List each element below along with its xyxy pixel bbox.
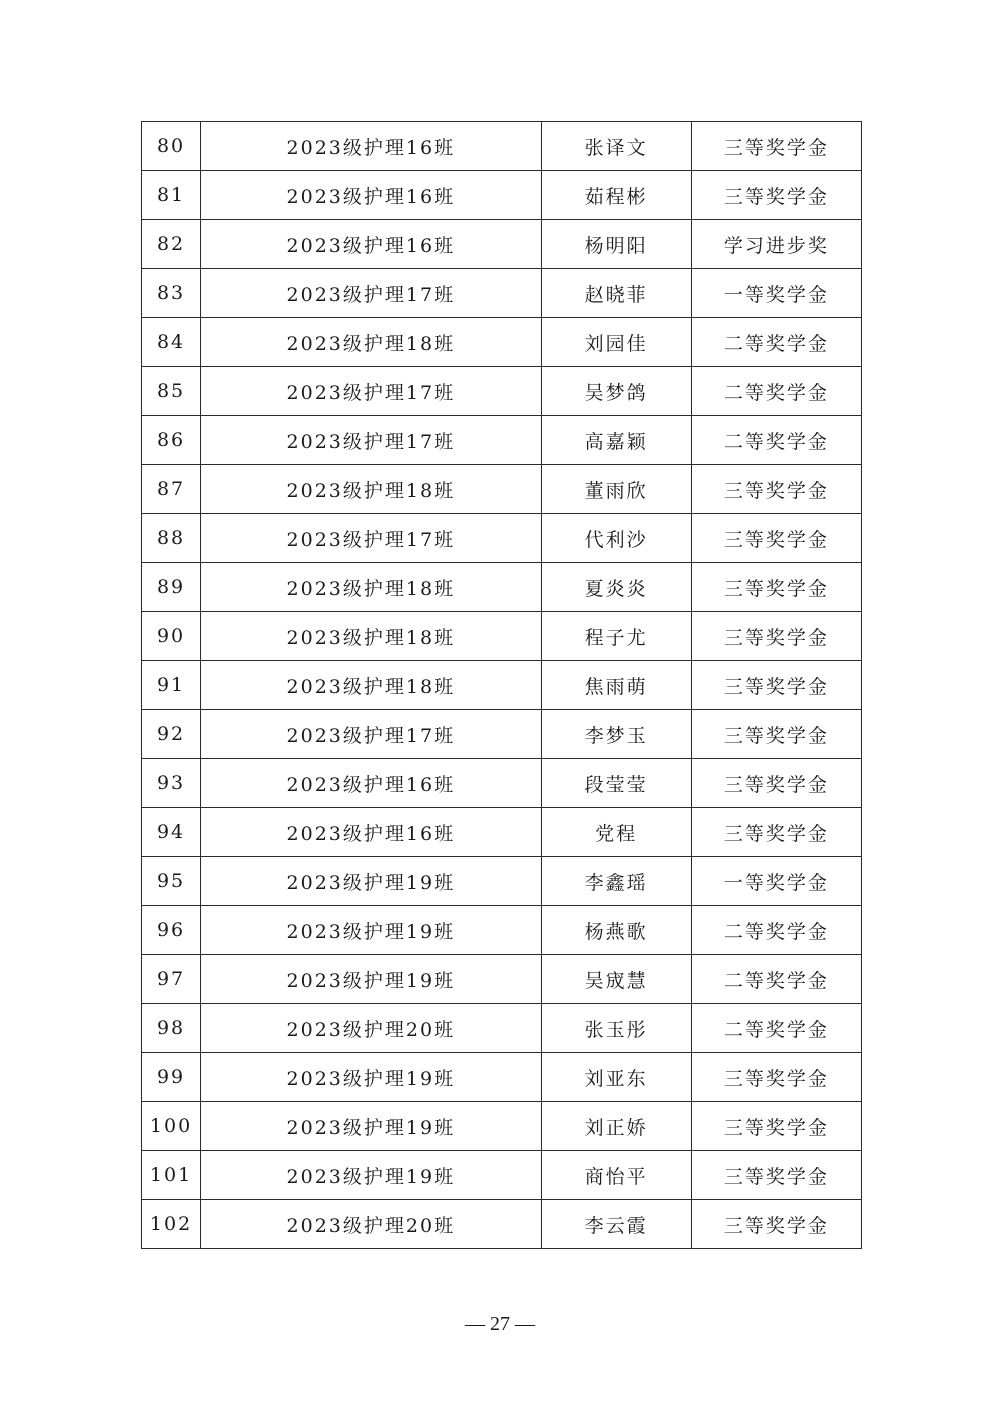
table-row <box>142 1200 862 1249</box>
award-cell: 三等奖学金 <box>691 122 861 171</box>
class-cell: 2023级护理17班 <box>201 514 541 563</box>
table-row <box>142 1004 862 1053</box>
table-row <box>142 759 862 808</box>
row-number-cell: 86 <box>142 416 201 465</box>
student-name-cell: 李梦玉 <box>541 710 691 759</box>
award-cell: 三等奖学金 <box>691 465 861 514</box>
row-number-cell: 81 <box>142 171 201 220</box>
class-cell: 2023级护理19班 <box>201 857 541 906</box>
award-cell: 三等奖学金 <box>691 1053 861 1102</box>
student-name-cell: 程子尤 <box>541 612 691 661</box>
class-cell: 2023级护理16班 <box>201 122 541 171</box>
row-number-cell: 85 <box>142 367 201 416</box>
row-number-cell: 98 <box>142 1004 201 1053</box>
class-cell: 2023级护理17班 <box>201 367 541 416</box>
award-cell: 三等奖学金 <box>691 171 861 220</box>
award-cell: 三等奖学金 <box>691 514 861 563</box>
student-name-cell: 刘园佳 <box>541 318 691 367</box>
award-cell: 三等奖学金 <box>691 563 861 612</box>
award-cell: 一等奖学金 <box>691 269 861 318</box>
award-cell: 三等奖学金 <box>691 612 861 661</box>
class-cell: 2023级护理17班 <box>201 710 541 759</box>
student-name-cell: 夏炎炎 <box>541 563 691 612</box>
row-number-cell: 101 <box>142 1151 201 1200</box>
award-cell: 三等奖学金 <box>691 1200 861 1249</box>
table-row <box>142 955 862 1004</box>
student-name-cell: 杨明阳 <box>541 220 691 269</box>
table-row <box>142 906 862 955</box>
award-cell: 三等奖学金 <box>691 710 861 759</box>
row-number-cell: 87 <box>142 465 201 514</box>
student-name-cell: 代利沙 <box>541 514 691 563</box>
table-row <box>142 1102 862 1151</box>
table-row <box>142 318 862 367</box>
table-row <box>142 563 862 612</box>
student-name-cell: 张译文 <box>541 122 691 171</box>
row-number-cell: 95 <box>142 857 201 906</box>
table-row <box>142 122 862 171</box>
class-cell: 2023级护理18班 <box>201 563 541 612</box>
class-cell: 2023级护理16班 <box>201 808 541 857</box>
table-row <box>142 269 862 318</box>
student-name-cell: 焦雨萌 <box>541 661 691 710</box>
award-cell: 三等奖学金 <box>691 661 861 710</box>
student-name-cell: 吴宬慧 <box>541 955 691 1004</box>
table-row <box>142 857 862 906</box>
student-name-cell: 高嘉颖 <box>541 416 691 465</box>
class-cell: 2023级护理17班 <box>201 416 541 465</box>
award-cell: 二等奖学金 <box>691 318 861 367</box>
class-cell: 2023级护理20班 <box>201 1004 541 1053</box>
table-row <box>142 661 862 710</box>
student-name-cell: 茹程彬 <box>541 171 691 220</box>
row-number-cell: 92 <box>142 710 201 759</box>
student-name-cell: 李云霞 <box>541 1200 691 1249</box>
student-name-cell: 刘亚东 <box>541 1053 691 1102</box>
row-number-cell: 90 <box>142 612 201 661</box>
award-cell: 学习进步奖 <box>691 220 861 269</box>
row-number-cell: 94 <box>142 808 201 857</box>
class-cell: 2023级护理19班 <box>201 955 541 1004</box>
row-number-cell: 88 <box>142 514 201 563</box>
row-number-cell: 97 <box>142 955 201 1004</box>
row-number-cell: 93 <box>142 759 201 808</box>
student-name-cell: 商怡平 <box>541 1151 691 1200</box>
table-row <box>142 808 862 857</box>
class-cell: 2023级护理18班 <box>201 465 541 514</box>
row-number-cell: 91 <box>142 661 201 710</box>
award-cell: 二等奖学金 <box>691 1004 861 1053</box>
student-name-cell: 李鑫瑶 <box>541 857 691 906</box>
award-cell: 三等奖学金 <box>691 759 861 808</box>
award-cell: 三等奖学金 <box>691 1151 861 1200</box>
award-cell: 二等奖学金 <box>691 416 861 465</box>
class-cell: 2023级护理18班 <box>201 318 541 367</box>
class-cell: 2023级护理18班 <box>201 612 541 661</box>
page-number: — 27 — <box>465 1313 535 1335</box>
class-cell: 2023级护理17班 <box>201 269 541 318</box>
award-cell: 一等奖学金 <box>691 857 861 906</box>
table-row <box>142 367 862 416</box>
table-row <box>142 612 862 661</box>
table-row <box>142 416 862 465</box>
class-cell: 2023级护理19班 <box>201 1053 541 1102</box>
student-name-cell: 段莹莹 <box>541 759 691 808</box>
award-cell: 三等奖学金 <box>691 808 861 857</box>
row-number-cell: 89 <box>142 563 201 612</box>
table-row <box>142 220 862 269</box>
student-name-cell: 刘正娇 <box>541 1102 691 1151</box>
table-row <box>142 514 862 563</box>
award-cell: 三等奖学金 <box>691 1102 861 1151</box>
student-name-cell: 董雨欣 <box>541 465 691 514</box>
table-row <box>142 465 862 514</box>
student-name-cell: 吴梦鸽 <box>541 367 691 416</box>
award-cell: 二等奖学金 <box>691 906 861 955</box>
row-number-cell: 100 <box>142 1102 201 1151</box>
student-name-cell: 党程 <box>541 808 691 857</box>
row-number-cell: 99 <box>142 1053 201 1102</box>
student-name-cell: 张玉彤 <box>541 1004 691 1053</box>
class-cell: 2023级护理20班 <box>201 1200 541 1249</box>
row-number-cell: 82 <box>142 220 201 269</box>
row-number-cell: 102 <box>142 1200 201 1249</box>
row-number-cell: 84 <box>142 318 201 367</box>
table-row <box>142 710 862 759</box>
row-number-cell: 83 <box>142 269 201 318</box>
student-name-cell: 杨燕歌 <box>541 906 691 955</box>
row-number-cell: 96 <box>142 906 201 955</box>
class-cell: 2023级护理19班 <box>201 1151 541 1200</box>
table-row <box>142 1151 862 1200</box>
award-cell: 二等奖学金 <box>691 367 861 416</box>
class-cell: 2023级护理16班 <box>201 171 541 220</box>
class-cell: 2023级护理19班 <box>201 1102 541 1151</box>
award-cell: 二等奖学金 <box>691 955 861 1004</box>
class-cell: 2023级护理19班 <box>201 906 541 955</box>
award-table <box>141 121 862 1249</box>
award-table-body <box>142 122 862 1249</box>
table-row <box>142 171 862 220</box>
class-cell: 2023级护理18班 <box>201 661 541 710</box>
class-cell: 2023级护理16班 <box>201 759 541 808</box>
row-number-cell: 80 <box>142 122 201 171</box>
student-name-cell: 赵晓菲 <box>541 269 691 318</box>
table-row <box>142 1053 862 1102</box>
class-cell: 2023级护理16班 <box>201 220 541 269</box>
